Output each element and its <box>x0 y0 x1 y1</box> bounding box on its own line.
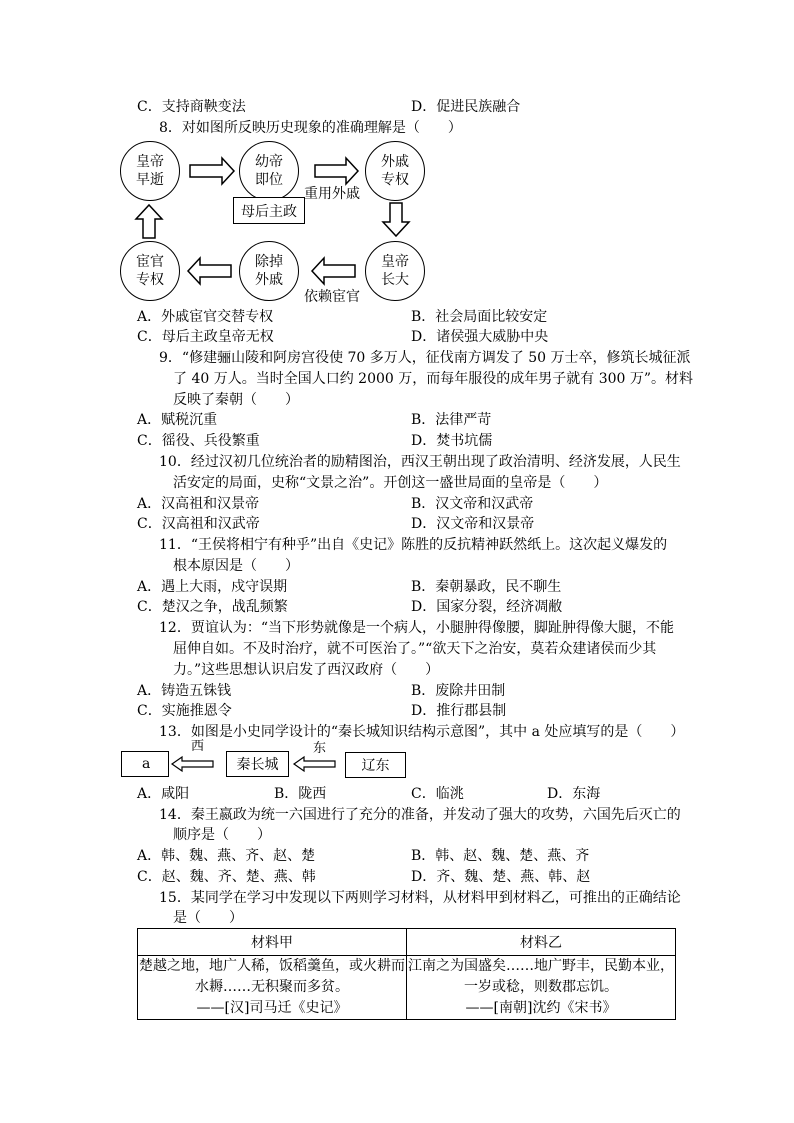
box-empress-regency: 母后主政 <box>233 197 305 224</box>
q8-stem: 8．对如图所反映历史现象的准确理解是（ ） <box>159 120 462 136</box>
q9-option-a: A．赋税沉重 <box>137 412 218 428</box>
q15-stem-line-1: 15．某同学在学习中发现以下两则学习材料，从材料甲到材料乙，可推出的正确结论 <box>159 890 681 906</box>
q14-option-d: D．齐、魏、楚、燕、韩、赵 <box>411 869 591 885</box>
box-great-wall: 秦长城 <box>226 751 289 777</box>
q7-option-c: C．支持商鞅变法 <box>137 99 246 115</box>
q13-option-c: C．临洮 <box>411 786 464 802</box>
circle-young-emperor: 幼帝 即位 <box>239 141 299 201</box>
q9-option-d: D．焚书坑儒 <box>411 433 493 449</box>
table-cell-material-b <box>407 956 676 1020</box>
q10-option-a: A．汉高祖和汉景帝 <box>137 496 260 512</box>
q10-option-c: C．汉高祖和汉武帝 <box>137 516 260 532</box>
q14-option-b: B．韩、赵、魏、楚、燕、齐 <box>411 848 590 864</box>
box-liaodong: 辽东 <box>345 752 406 778</box>
table-header-material-b: 材料乙 <box>407 929 676 956</box>
q10-stem-line-2: 活安定的局面，史称“文景之治”。开创这一盛世局面的皇帝是（ ） <box>173 475 608 491</box>
label-west: 西 <box>191 739 205 754</box>
box-a: a <box>121 751 169 777</box>
circle-emperor-dies: 皇帝 早逝 <box>120 141 180 201</box>
arrow-up <box>136 205 162 238</box>
q12-option-d: D．推行郡县制 <box>411 703 507 719</box>
q13-option-b: B．陇西 <box>274 786 327 802</box>
label-rely-eunuchs: 依赖宦官 <box>304 289 360 305</box>
arrow-east <box>294 757 335 771</box>
material-b-line-1: 江南之为国盛矣……地广野丰，民勤本业， <box>408 958 674 974</box>
q8-option-a: A．外戚宦官交替专权 <box>137 309 274 325</box>
q7-option-d: D．促进民族融合 <box>411 99 521 115</box>
q11-option-d: D．国家分裂，经济凋敝 <box>411 599 563 615</box>
q15-stem-line-2: 是（ ） <box>173 910 243 926</box>
q13-option-a: A．咸阳 <box>137 786 190 802</box>
q12-stem-line-1: 12．贾谊认为：“当下形势就像是一个病人，小腿肿得像腰，脚趾肿得像大腿，不能 <box>159 620 674 636</box>
material-a-line-2: 水耨……无积聚而多贫。 <box>195 979 349 995</box>
q11-option-c: C．楚汉之争，战乱频繁 <box>137 599 288 615</box>
material-b-source: ——[南朝]沈约《宋书》 <box>465 1000 617 1016</box>
q12-option-c: C．实施推恩令 <box>137 703 232 719</box>
q12-option-b: B．废除井田制 <box>411 683 506 699</box>
q13-arrows <box>0 735 794 785</box>
arrow-left-1 <box>312 258 355 284</box>
q14-option-c: C．赵、魏、齐、楚、燕、韩 <box>137 869 316 885</box>
table-header-material-a: 材料甲 <box>138 929 407 956</box>
q9-option-b: B．法律严苛 <box>411 412 492 428</box>
arrow-down <box>383 203 409 236</box>
material-a-line-1: 楚越之地，地广人稀，饭稻羹鱼，或火耕而 <box>139 958 405 974</box>
q9-stem-line-1: 9．“修建骊山陵和阿房宫役使 70 多万人，征伐南方调发了 50 万士卒，修筑长城征派 <box>159 350 691 366</box>
q14-stem-line-2: 顺序是（ ） <box>173 827 271 843</box>
q11-option-b: B．秦朝暴政，民不聊生 <box>411 579 562 595</box>
q9-stem-line-2: 了 40 万人。当时全国人口约 2000 万，而每年服役的成年男子就有 300 万”。材料 <box>173 371 694 387</box>
arrow-right-1 <box>190 158 234 184</box>
label-rely-consort-clan: 重用外戚 <box>304 186 360 202</box>
table-cell-material-a <box>138 956 407 1020</box>
q9-stem-line-3: 反映了秦朝（ ） <box>173 392 299 408</box>
circle-emperor-grows: 皇帝 长大 <box>365 241 425 301</box>
arrow-right-2 <box>315 158 358 184</box>
label-east: 东 <box>313 741 327 756</box>
arrow-west <box>172 757 213 771</box>
q13-option-d: D．东海 <box>547 786 601 802</box>
material-a-source: ——[汉]司马迁《史记》 <box>196 1000 348 1016</box>
q12-stem-line-2: 屈伸自如。不及时治疗，就不可医治了。”“欲天下之治安，莫若众建诸侯而少其 <box>173 641 657 657</box>
circle-remove-consort-clan: 除掉 外戚 <box>239 241 299 301</box>
q14-option-a: A．韩、魏、燕、齐、赵、楚 <box>137 848 316 864</box>
circle-consort-clan-power: 外戚 专权 <box>365 141 425 201</box>
q15-materials-table <box>137 928 676 1020</box>
q12-option-a: A．铸造五铢钱 <box>137 683 232 699</box>
q13-stem: 13．如图是小史同学设计的“秦长城知识结构示意图”，其中 a 处应填写的是（ ） <box>159 724 685 740</box>
q10-option-b: B．汉文帝和汉武帝 <box>411 496 534 512</box>
q10-stem-line-1: 10．经过汉初几位统治者的励精图治，西汉王朝出现了政治清明、经济发展，人民生 <box>159 454 681 470</box>
q8-option-d: D．诸侯强大威胁中央 <box>411 329 549 345</box>
q8-option-b: B．社会局面比较安定 <box>411 309 548 325</box>
q11-stem-line-2: 根本原因是（ ） <box>173 558 299 574</box>
material-b-line-2: 一岁或稔，则数郡忘饥。 <box>464 979 618 995</box>
q14-stem-line-1: 14．秦王嬴政为统一六国进行了充分的准备，并发动了强大的攻势，六国先后灭亡的 <box>159 807 681 823</box>
arrow-left-2 <box>188 258 231 284</box>
q9-option-c: C．徭役、兵役繁重 <box>137 433 260 449</box>
q11-option-a: A．遇上大雨，戍守误期 <box>137 579 288 595</box>
q10-option-d: D．汉文帝和汉景帝 <box>411 516 535 532</box>
q11-stem-line-1: 11．“王侯将相宁有种乎”出自《史记》陈胜的反抗精神跃然纸上。这次起义爆发的 <box>159 537 668 553</box>
q8-option-c: C．母后主政皇帝无权 <box>137 329 274 345</box>
circle-eunuch-power: 宦官 专权 <box>120 241 180 301</box>
q12-stem-line-3: 力。”这些思想认识启发了西汉政府（ ） <box>173 662 440 678</box>
